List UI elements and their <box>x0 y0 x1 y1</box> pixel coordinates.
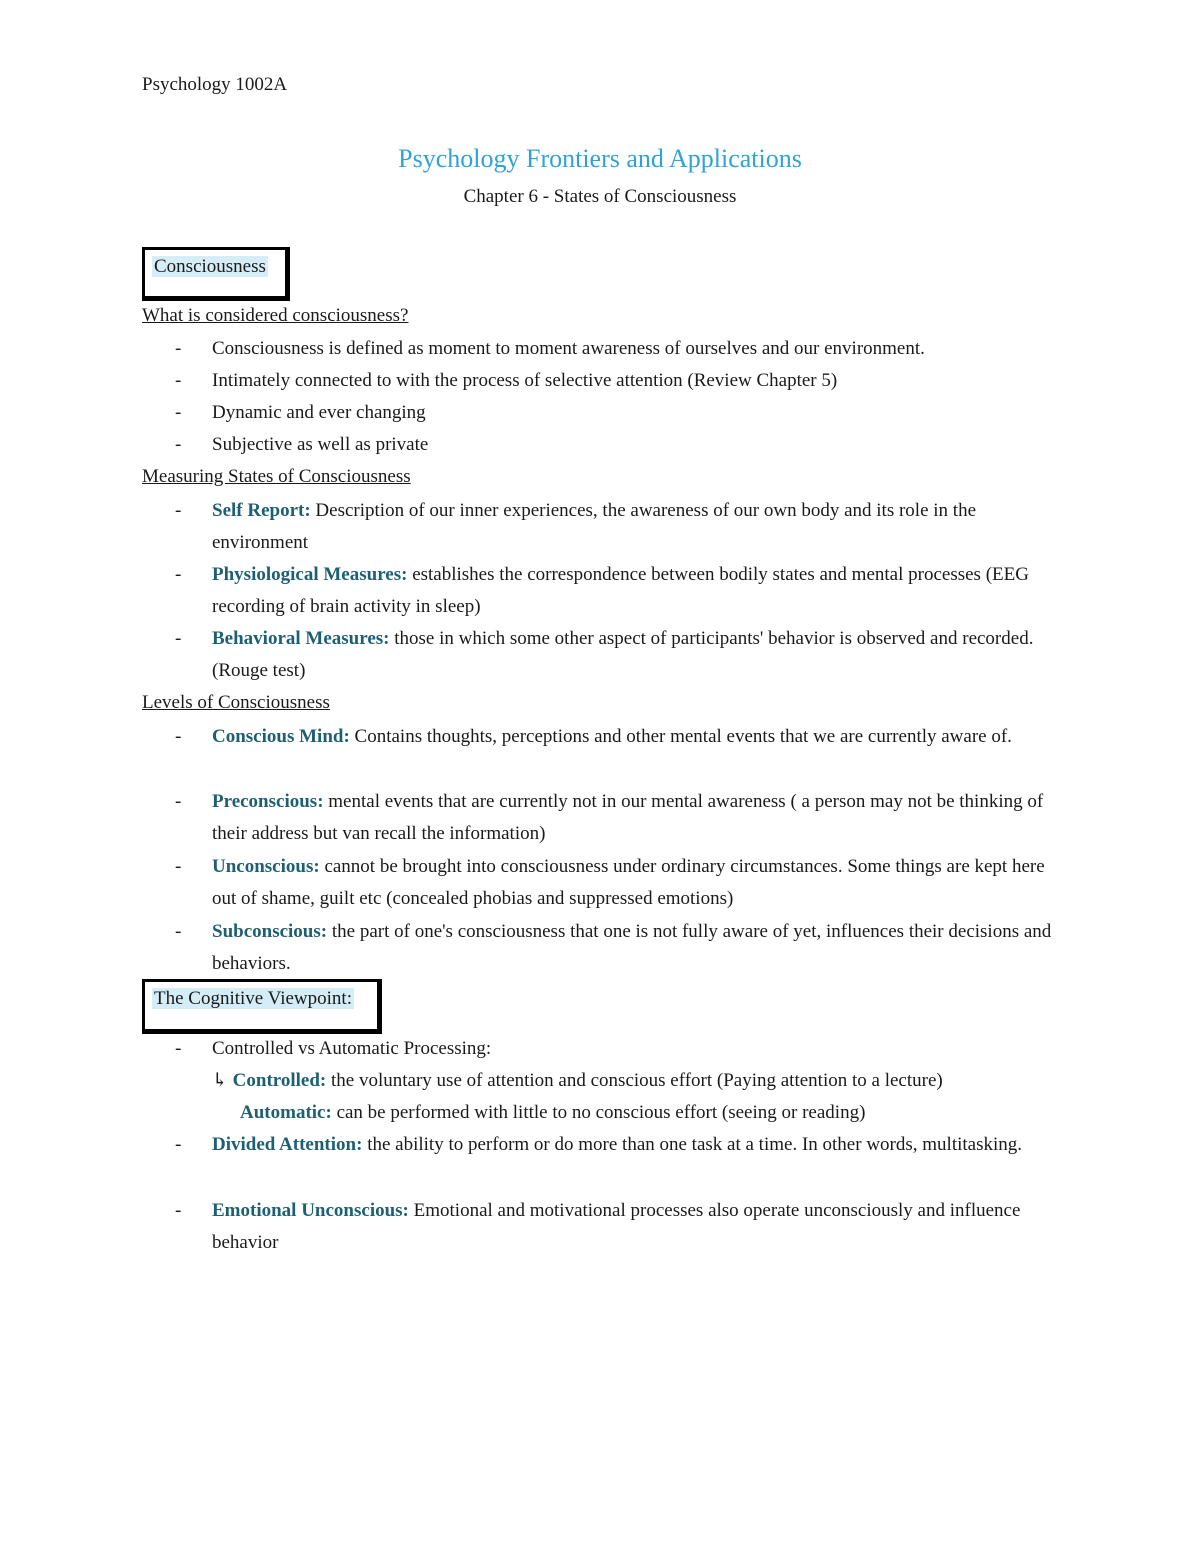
bullet-dash: - <box>175 564 182 585</box>
bullet-dash: - <box>175 921 182 942</box>
automatic-processing-line <box>240 1097 865 1129</box>
bullet-dash: - <box>175 1200 182 1221</box>
consciousness-box-label: Consciousness <box>154 256 266 277</box>
course-header: Psychology 1002A <box>142 74 288 95</box>
list-item-text: Subjective as well as private <box>212 434 429 455</box>
term-definition: mental events that are currently not in our mental awareness ( a person may not be thinking of their address but van recall the information) <box>212 791 1044 844</box>
list-item <box>142 1033 1062 1065</box>
measuring-states-heading: Measuring States of Consciousness <box>142 466 411 487</box>
list-item-text <box>212 916 1062 980</box>
term-emotional-unconscious: Emotional Unconscious: <box>212 1200 409 1221</box>
bullet-dash: - <box>175 402 182 423</box>
list-item-text <box>212 623 1062 687</box>
term-physiological-measures: Physiological Measures: <box>212 564 408 585</box>
list-item <box>142 397 1062 429</box>
list-item-text: Controlled vs Automatic Processing: <box>212 1038 492 1059</box>
term-unconscious: Unconscious: <box>212 856 320 877</box>
list-item-text: Consciousness is defined as moment to moment awareness of ourselves and our environment. <box>212 338 925 359</box>
list-item <box>142 1129 1062 1161</box>
list-item <box>142 559 1062 623</box>
bullet-dash: - <box>175 338 182 359</box>
list-item-text <box>212 851 1062 915</box>
arrow-icon: ↳ <box>212 1070 228 1091</box>
bullet-dash: - <box>175 1038 182 1059</box>
list-item-text <box>212 1129 1062 1161</box>
term-definition: Contains thoughts, perceptions and other mental events that we are currently aware of. <box>354 726 1012 747</box>
list-item <box>142 1195 1062 1259</box>
term-definition: the ability to perform or do more than one task at a time. In other words, multitasking. <box>367 1134 1023 1155</box>
list-item <box>142 623 1062 687</box>
list-item-text: Dynamic and ever changing <box>212 402 426 423</box>
list-item-text <box>212 1195 1062 1259</box>
cognitive-viewpoint-box <box>142 979 382 1034</box>
consciousness-box <box>142 247 290 301</box>
list-item <box>142 333 1062 365</box>
term-definition: establishes the correspondence between bodily states and mental processes (EEG recording of brain activity in sleep) <box>212 564 1029 617</box>
term-behavioral-measures: Behavioral Measures: <box>212 628 390 649</box>
list-item <box>142 495 1062 559</box>
controlled-processing-line <box>212 1065 943 1097</box>
bullet-dash: - <box>175 500 182 521</box>
bullet-dash: - <box>175 370 182 391</box>
bullet-dash: - <box>175 726 182 747</box>
list-item-text <box>212 786 1062 850</box>
list-item-text <box>212 495 1062 559</box>
bullet-dash: - <box>175 791 182 812</box>
list-item-text <box>212 559 1062 623</box>
document-subtitle: Chapter 6 - States of Consciousness <box>463 186 737 207</box>
term-subconscious: Subconscious: <box>212 921 328 942</box>
term-controlled: Controlled: <box>232 1070 327 1091</box>
list-item <box>142 365 1062 397</box>
term-definition: Emotional and motivational processes also operate unconsciously and influence behavior <box>212 1200 1021 1253</box>
list-item-text <box>212 721 1062 753</box>
term-definition: the part of one's consciousness that one is not fully aware of yet, influences their decisions and behaviors. <box>212 921 1052 974</box>
term-definition: the voluntary use of attention and conscious effort (Paying attention to a lecture) <box>331 1070 943 1091</box>
term-definition: Description of our inner experiences, the awareness of our own body and its role in the environment <box>212 500 976 553</box>
term-definition: cannot be brought into consciousness under ordinary circumstances. Some things are kept here out of shame, guilt etc (concealed phobias and suppressed emotions) <box>212 856 1045 909</box>
list-item <box>142 429 1062 461</box>
term-automatic: Automatic: <box>240 1102 332 1123</box>
bullet-dash: - <box>175 856 182 877</box>
list-item <box>142 916 1062 980</box>
bullet-dash: - <box>175 628 182 649</box>
what-is-consciousness-heading: What is considered consciousness? <box>142 305 409 326</box>
list-item-text: Intimately connected to with the process of selective attention (Review Chapter 5) <box>212 370 838 391</box>
list-item <box>142 786 1062 850</box>
term-definition: those in which some other aspect of participants' behavior is observed and recorded. (Rouge test) <box>212 628 1034 681</box>
levels-heading: Levels of Consciousness <box>142 692 330 713</box>
list-item <box>142 851 1062 915</box>
cognitive-viewpoint-box-label: The Cognitive Viewpoint: <box>154 988 352 1009</box>
term-conscious-mind: Conscious Mind: <box>212 726 350 747</box>
term-self-report: Self Report: <box>212 500 311 521</box>
bullet-dash: - <box>175 1134 182 1155</box>
term-definition: can be performed with little to no conscious effort (seeing or reading) <box>336 1102 866 1123</box>
term-preconscious: Preconscious: <box>212 791 324 812</box>
document-title: Psychology Frontiers and Applications <box>398 144 802 173</box>
term-divided-attention: Divided Attention: <box>212 1134 363 1155</box>
list-item <box>142 721 1062 753</box>
bullet-dash: - <box>175 434 182 455</box>
